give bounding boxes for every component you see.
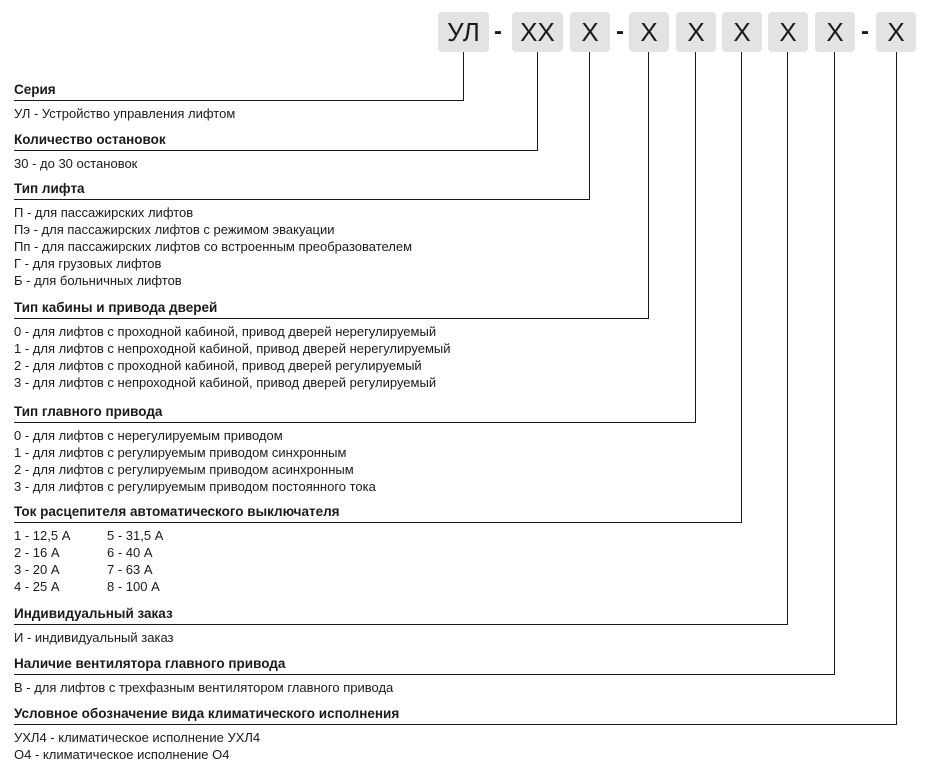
code-box-stops: XX xyxy=(512,12,563,52)
section-line: О4 - климатическое исполнение О4 xyxy=(14,747,230,762)
section-line: 3 - для лифтов с регулируемым приводом постоянного тока xyxy=(14,479,376,494)
code-box-series: УЛ xyxy=(438,12,489,52)
section-line: Пп - для пассажирских лифтов со встроенным преобразователем xyxy=(14,239,413,254)
section-line: 2 - 16 А xyxy=(14,545,60,560)
section-stops xyxy=(14,132,166,172)
section-line: 2 - для лифтов с регулируемым приводом асинхронным xyxy=(14,462,354,477)
section-line: УЛ - Устройство управления лифтом xyxy=(14,106,236,121)
section-lift-type xyxy=(14,181,412,289)
code-box-cabin: X xyxy=(629,12,669,52)
section-line: 5 - 31,5 А xyxy=(107,528,164,543)
section-line: Пэ - для пассажирских лифтов с режимом эвакуации xyxy=(14,222,335,237)
section-line: 8 - 100 А xyxy=(107,579,160,594)
section-line: И - индивидуальный заказ xyxy=(14,630,174,645)
section-title: Количество остановок xyxy=(14,132,166,147)
code-separator: - xyxy=(616,18,624,45)
section-line: Г - для грузовых лифтов xyxy=(14,256,162,271)
breaker-column-2 xyxy=(107,527,340,595)
section-line: 6 - 40 А xyxy=(107,545,153,560)
code-box-drive: X xyxy=(676,12,716,52)
section-title: Тип кабины и привода дверей xyxy=(14,300,218,315)
section-line: 1 - для лифтов с непроходной кабиной, привод дверей нерегулируемый xyxy=(14,341,451,356)
code-separator: - xyxy=(861,18,869,45)
section-title: Индивидуальный заказ xyxy=(14,606,173,621)
section-line: 7 - 63 А xyxy=(107,562,153,577)
section-line: В - для лифтов с трехфазным вентилятором главного привода xyxy=(14,680,394,695)
section-line: 3 - 20 А xyxy=(14,562,60,577)
code-box-breaker: X xyxy=(722,12,762,52)
section-line: 3 - для лифтов с непроходной кабиной, привод дверей регулируемый xyxy=(14,375,437,390)
section-cabin xyxy=(14,300,451,391)
section-line: 2 - для лифтов с проходной кабиной, привод дверей регулируемый xyxy=(14,358,422,373)
section-line: 4 - 25 А xyxy=(14,579,60,594)
section-title: Тип лифта xyxy=(14,181,85,196)
section-drive xyxy=(14,404,376,495)
section-breaker xyxy=(14,504,340,595)
section-title: Наличие вентилятора главного привода xyxy=(14,656,286,671)
section-line: УХЛ4 - климатическое исполнение УХЛ4 xyxy=(14,730,261,745)
section-line: 30 - до 30 остановок xyxy=(14,156,138,171)
code-box-fan: X xyxy=(815,12,855,52)
section-fan xyxy=(14,656,393,696)
section-title: Тип главного привода xyxy=(14,404,163,419)
section-title: Серия xyxy=(14,82,56,97)
section-series xyxy=(14,82,235,122)
section-line: Б - для больничных лифтов xyxy=(14,273,182,288)
section-line: 1 - для лифтов с регулируемым приводом синхронным xyxy=(14,445,347,460)
code-box-custom: X xyxy=(768,12,808,52)
code-box-climate: X xyxy=(876,12,916,52)
section-line: 0 - для лифтов с нерегулируемым приводом xyxy=(14,428,283,443)
section-line: П - для пассажирских лифтов xyxy=(14,205,194,220)
code-box-lift-type: X xyxy=(570,12,610,52)
section-line: 0 - для лифтов с проходной кабиной, привод дверей нерегулируемый xyxy=(14,324,437,339)
section-climate xyxy=(14,706,399,763)
breaker-column-1 xyxy=(14,527,107,595)
section-title: Ток расцепителя автоматического выключателя xyxy=(14,504,340,519)
connector-lift-type xyxy=(14,52,590,200)
section-custom xyxy=(14,606,174,646)
section-line: 1 - 12,5 А xyxy=(14,528,71,543)
code-separator: - xyxy=(494,18,502,45)
section-title: Условное обозначение вида климатического исполнения xyxy=(14,706,400,721)
